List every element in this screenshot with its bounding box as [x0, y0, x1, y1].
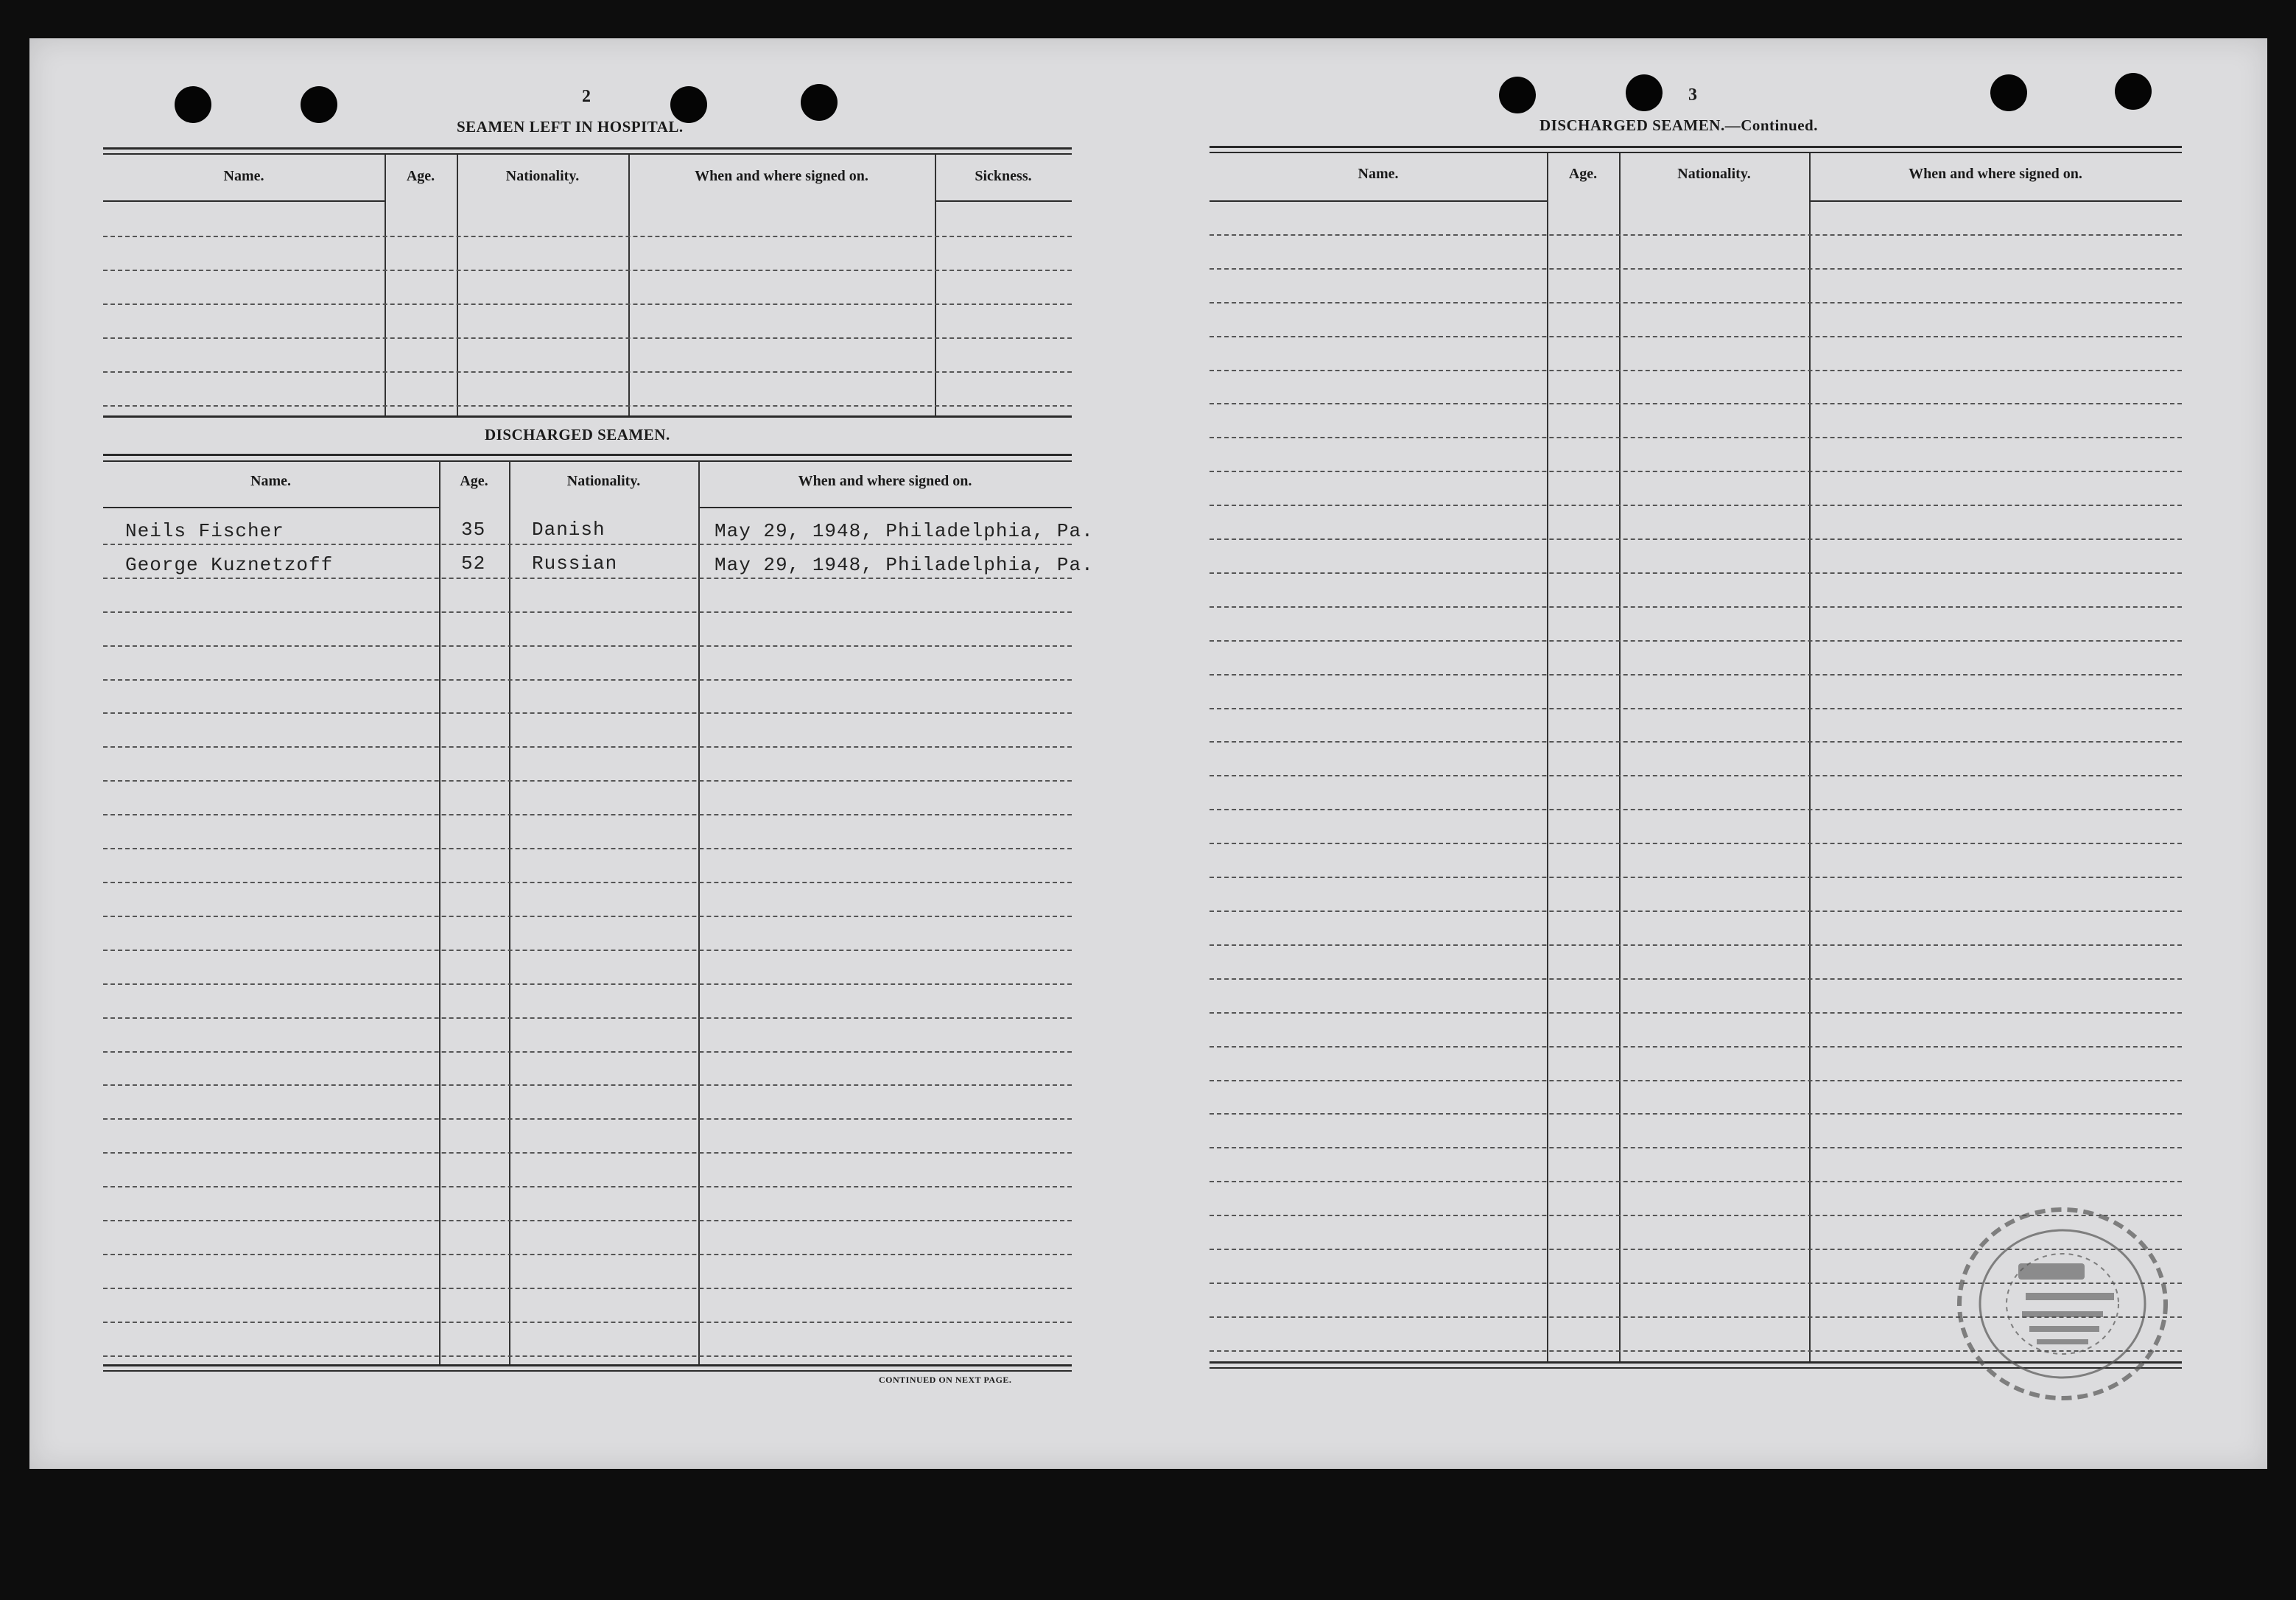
rule: [103, 200, 385, 202]
hospital-col-name: Name.: [223, 168, 264, 184]
ruled-line: [103, 1118, 1072, 1120]
ruled-line: [1210, 505, 2182, 506]
ruled-line: [1210, 302, 2182, 303]
ruled-line: [103, 983, 1072, 985]
discharged-col-name: Name.: [250, 473, 291, 489]
ruled-line: [103, 1152, 1072, 1154]
rule: [103, 507, 439, 508]
ruled-line: [1210, 234, 2182, 236]
rule: [935, 200, 1072, 202]
ruled-line: [103, 712, 1072, 714]
punch-hole: [801, 84, 838, 121]
ruled-line: [1210, 336, 2182, 337]
right-col-age: Age.: [1568, 166, 1598, 182]
punch-hole: [1499, 77, 1536, 113]
ruled-line: [1210, 640, 2182, 642]
ruled-line: [103, 1017, 1072, 1019]
ruled-line: [103, 236, 1072, 237]
hospital-col-age: Age.: [406, 168, 435, 184]
ruled-line: [1210, 674, 2182, 676]
column-divider: [1809, 153, 1811, 1361]
ruled-line: [1210, 572, 2182, 574]
ruled-line: [1210, 843, 2182, 844]
rule: [698, 507, 1072, 508]
discharged-col-age: Age.: [460, 473, 488, 489]
column-divider: [628, 155, 630, 416]
ruled-line: [103, 679, 1072, 681]
right-col-nationality: Nationality.: [1677, 166, 1751, 182]
rule: [103, 153, 1072, 155]
official-stamp: [1945, 1193, 2180, 1414]
column-divider: [935, 155, 936, 416]
right-col-name: Name.: [1358, 166, 1399, 182]
seaman-nationality: Danish: [532, 519, 605, 541]
rule: [1210, 146, 2182, 148]
ruled-line: [1210, 1080, 2182, 1081]
rule: [103, 147, 1072, 150]
ruled-line: [103, 337, 1072, 339]
ruled-line: [1210, 403, 2182, 404]
seaman-signed-on: May 29, 1948, Philadelphia, Pa.: [715, 554, 1094, 576]
seaman-signed-on: May 29, 1948, Philadelphia, Pa.: [715, 520, 1094, 542]
column-divider: [1547, 153, 1548, 1361]
ruled-line: [1210, 1181, 2182, 1182]
continued-note: CONTINUED ON NEXT PAGE.: [879, 1375, 1012, 1385]
ruled-line: [1210, 741, 2182, 743]
ruled-line: [103, 916, 1072, 917]
ruled-line: [1210, 809, 2182, 810]
seaman-name: Neils Fischer: [125, 520, 284, 542]
ruled-line: [1210, 370, 2182, 371]
ruled-line: [103, 1084, 1072, 1086]
rule: [1210, 152, 2182, 153]
ruled-line: [103, 303, 1072, 305]
ruled-line: [103, 780, 1072, 782]
hospital-section-title: SEAMEN LEFT IN HOSPITAL.: [457, 118, 684, 136]
ruled-line: [1210, 1012, 2182, 1014]
ruled-line: [1210, 471, 2182, 472]
punch-hole: [1626, 74, 1663, 111]
ruled-line: [103, 578, 1072, 579]
seaman-name: George Kuznetzoff: [125, 554, 334, 576]
ruled-line: [103, 1220, 1072, 1221]
hospital-col-nationality: Nationality.: [505, 168, 580, 184]
seaman-age: 35: [461, 519, 486, 541]
ruled-line: [1210, 1147, 2182, 1148]
rule: [1210, 200, 1547, 202]
ruled-line: [1210, 978, 2182, 980]
ruled-line: [1210, 944, 2182, 946]
column-divider: [509, 461, 510, 1364]
ruled-line: [103, 950, 1072, 951]
ruled-line: [103, 882, 1072, 883]
rule: [103, 1370, 1072, 1372]
column-divider: [385, 155, 386, 416]
punch-hole: [1990, 74, 2027, 111]
page-number-right: 3: [1688, 85, 1697, 105]
column-divider: [698, 461, 700, 1364]
punch-hole: [301, 86, 337, 123]
ruled-line: [103, 1186, 1072, 1187]
discharged-col-signed-on: When and where signed on.: [798, 473, 972, 489]
seaman-nationality: Russian: [532, 552, 618, 575]
ruled-line: [1210, 910, 2182, 912]
right-col-signed-on: When and where signed on.: [1909, 166, 2082, 182]
ruled-line: [1210, 268, 2182, 270]
ruled-line: [103, 645, 1072, 647]
discharged-section-title: DISCHARGED SEAMEN.: [485, 426, 670, 443]
ruled-line: [1210, 606, 2182, 608]
hospital-col-sickness: Sickness.: [975, 168, 1032, 184]
rule: [103, 454, 1072, 456]
ruled-line: [1210, 437, 2182, 438]
column-divider: [439, 461, 440, 1364]
ruled-line: [103, 1288, 1072, 1289]
ruled-line: [1210, 775, 2182, 776]
ruled-line: [1210, 1046, 2182, 1048]
ruled-line: [103, 1322, 1072, 1323]
seaman-age: 52: [461, 552, 486, 575]
ruled-line: [103, 1254, 1072, 1255]
ruled-line: [1210, 1113, 2182, 1115]
ruled-line: [103, 814, 1072, 815]
rule: [103, 415, 1072, 418]
ruled-line: [1210, 708, 2182, 709]
ruled-line: [103, 544, 1072, 545]
ruled-line: [1210, 877, 2182, 878]
rule: [103, 1364, 1072, 1366]
ruled-line: [103, 1051, 1072, 1053]
discharged-col-nationality: Nationality.: [566, 473, 641, 489]
ruled-line: [1210, 538, 2182, 540]
punch-hole: [175, 86, 211, 123]
ruled-line: [103, 371, 1072, 373]
hospital-col-signed-on: When and where signed on.: [695, 168, 868, 184]
ruled-line: [103, 405, 1072, 407]
punch-hole: [2115, 73, 2152, 110]
rule: [103, 460, 1072, 462]
ruled-line: [103, 270, 1072, 271]
ruled-line: [103, 1355, 1072, 1357]
column-divider: [457, 155, 458, 416]
ruled-line: [103, 746, 1072, 748]
discharged-continued-title: DISCHARGED SEAMEN.—Continued.: [1540, 116, 1818, 134]
ruled-line: [103, 611, 1072, 613]
rule: [1809, 200, 2182, 202]
ruled-line: [103, 848, 1072, 849]
page-number-left: 2: [582, 87, 591, 106]
column-divider: [1619, 153, 1621, 1361]
